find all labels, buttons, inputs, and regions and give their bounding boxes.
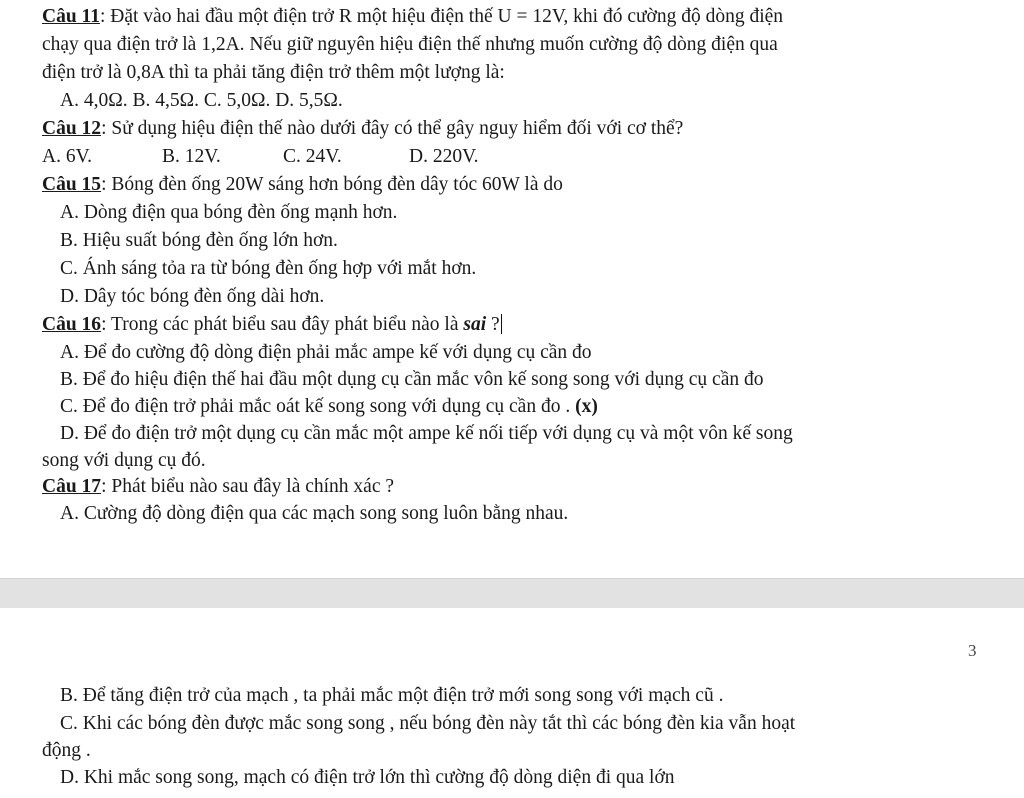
question-16 — [42, 313, 502, 337]
question-16-option-a: A. Để đo cường độ dòng điện phải mắc ampe kế với dụng cụ cần đo — [60, 342, 592, 363]
text-cursor — [501, 314, 502, 334]
question-16-option-d: D. Để đo điện trở một dụng cụ cần mắc một ampe kế nối tiếp với dụng cụ và một vôn kế song — [60, 423, 793, 444]
page-number: 3 — [968, 641, 977, 660]
question-17-option-b: B. Để tăng điện trở của mạch , ta phải mắc một điện trở mới song song với mạch cũ . — [60, 685, 724, 706]
question-16-option-c — [60, 395, 598, 419]
question-15-text: : Bóng đèn ống 20W sáng hơn bóng đèn dây tóc 60W là do — [101, 174, 563, 195]
question-16-option-c-text: C. Để đo điện trở phải mắc oát kế song song với dụng cụ cần đo . — [60, 396, 576, 417]
question-17-option-a: A. Cường độ dòng điện qua các mạch song song luôn bằng nhau. — [60, 503, 569, 524]
question-16-option-b: B. Để đo hiệu điện thế hai đầu một dụng cụ cần mắc vôn kế song song với dụng cụ cần đo — [60, 369, 764, 390]
question-12-option-b: B. 12V. — [162, 146, 221, 167]
question-12-option-c: C. 24V. — [283, 146, 342, 167]
question-17-text: : Phát biểu nào sau đây là chính xác ? — [101, 476, 395, 497]
question-12-option-d: D. 220V. — [409, 146, 479, 167]
question-17-label: Câu 17 — [42, 476, 102, 497]
question-11-line-2: chạy qua điện trở là 1,2A. Nếu giữ nguyên hiệu điện thế nhưng muốn cường độ dòng điện qua — [42, 34, 778, 55]
question-15-option-a: A. Dòng điện qua bóng đèn ống mạnh hơn. — [60, 202, 398, 223]
question-15-option-c: C. Ánh sáng tỏa ra từ bóng đèn ống hợp với mắt hơn. — [60, 258, 477, 279]
question-16-emphasis: sai — [463, 314, 487, 335]
question-16-text-end: ? — [486, 314, 500, 335]
question-16-label: Câu 16 — [42, 314, 102, 335]
question-11-options: A. 4,0Ω. B. 4,5Ω. C. 5,0Ω. D. 5,5Ω. — [60, 90, 343, 111]
question-17-option-c-line-2: động . — [42, 740, 91, 761]
question-11-text: : Đặt vào hai đầu một điện trở R một hiệu điện thế U = 12V, khi đó cường độ dòng điện — [99, 6, 784, 27]
question-17 — [42, 475, 394, 499]
question-15-option-b: B. Hiệu suất bóng đèn ống lớn hơn. — [60, 230, 338, 251]
question-16-text: : Trong các phát biểu sau đây phát biểu nào là — [101, 314, 464, 335]
question-12 — [42, 117, 683, 141]
question-12-label: Câu 12 — [42, 118, 102, 139]
question-11-line-3: điện trở là 0,8A thì ta phải tăng điện trở thêm một lượng là: — [42, 62, 505, 83]
question-15 — [42, 173, 563, 197]
question-12-text: : Sử dụng hiệu điện thế nào dưới đây có thể gây nguy hiểm đối với cơ thể? — [101, 118, 684, 139]
question-16-option-d-line-2: song với dụng cụ đó. — [42, 450, 206, 471]
page-separator — [0, 578, 1024, 609]
question-11 — [42, 5, 783, 29]
question-12-option-a: A. 6V. — [42, 146, 93, 167]
question-15-option-d: D. Dây tóc bóng đèn ống dài hơn. — [60, 286, 325, 307]
question-17-option-c: C. Khi các bóng đèn được mắc song song , nếu bóng đèn này tắt thì các bóng đèn kia vẫn hoạt — [60, 713, 796, 734]
question-11-label: Câu 11 — [42, 6, 100, 27]
question-17-option-d: D. Khi mắc song song, mạch có điện trở lớn thì cường độ dòng diện đi qua lớn — [60, 767, 675, 788]
question-16-answer-mark: (x) — [575, 396, 598, 417]
question-15-label: Câu 15 — [42, 174, 102, 195]
